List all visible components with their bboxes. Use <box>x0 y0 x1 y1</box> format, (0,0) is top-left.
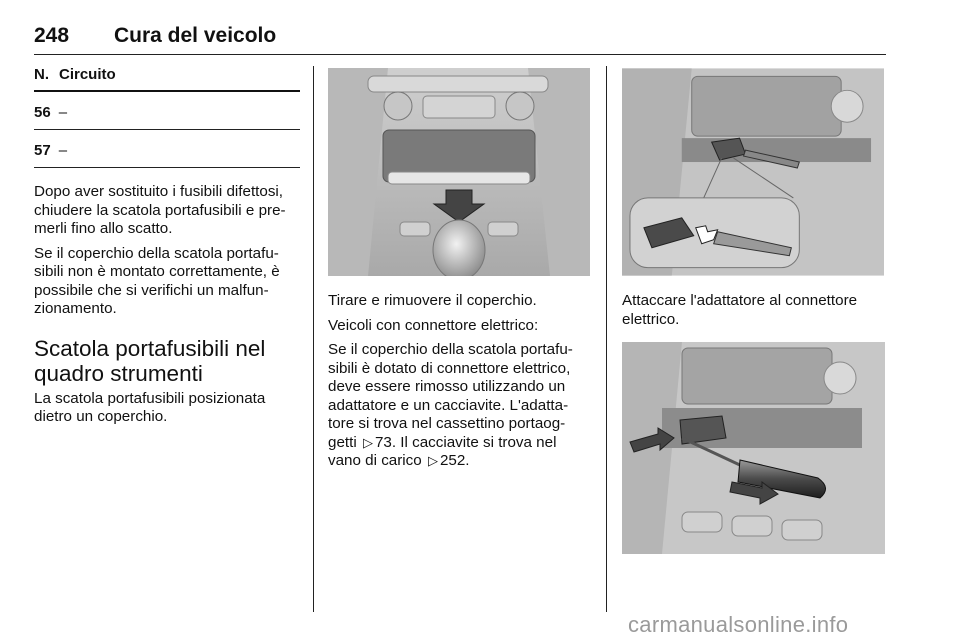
triangle-right-icon: ▷ <box>427 453 438 468</box>
column-left <box>34 66 300 433</box>
paragraph: La scatola portafusibili posizionata dietro un coperchio. <box>34 389 266 425</box>
page-reference: 73 <box>374 433 392 451</box>
fuse-table-row <box>34 130 300 168</box>
paragraph: Se il coperchio della scatola portafu-sibili non è montato correttamente, è possibile che si verifichi un malfun-zionamento. <box>34 244 280 317</box>
fuse-table-col-circuit: Circuito <box>59 66 116 83</box>
paragraph: Dopo aver sostituito i fusibili difettosi, chiudere la scatola portafusibili e pre-merli fino allo scatto. <box>34 183 286 237</box>
column-middle <box>328 68 590 477</box>
paragraph-text: . Il cacciavite si trova nel vano di carico <box>328 433 557 469</box>
column-right <box>622 68 885 554</box>
section-heading: Scatola portafusibili nel quadro strumenti <box>34 335 266 386</box>
page-header <box>34 24 886 55</box>
fuse-circuit: – <box>58 142 68 159</box>
cover-removal-illustration <box>328 68 590 276</box>
paragraph: Tirare e rimuovere il coperchio. <box>328 292 537 309</box>
screwdriver-removal-illustration <box>622 342 885 554</box>
fuse-circuit: – <box>58 104 68 121</box>
column-divider <box>313 66 314 612</box>
chapter-title: Cura del veicolo <box>114 24 277 47</box>
page-reference: 252 <box>439 452 466 469</box>
paragraph: Veicoli con connettore elettrico: <box>328 316 539 334</box>
column-divider <box>606 66 607 612</box>
fuse-code: 56 <box>34 104 51 121</box>
fuse-table-col-code: N. <box>34 66 49 83</box>
watermark: carmanualsonline.info <box>628 612 849 637</box>
triangle-right-icon: ▷ <box>362 434 373 450</box>
fuse-code: 57 <box>34 142 51 159</box>
paragraph: Attaccare l'adattatore al connettore elettrico. <box>622 292 858 328</box>
fuse-table-row <box>34 92 300 130</box>
paragraph <box>328 341 590 471</box>
paragraph-text: Se il coperchio della scatola portafu-sibili è dotato di connettore elettrico, deve essere rimosso utilizzando un adattatore e un cacciavite. L'adatta-tore si trova nel cassettino portaog-getti <box>328 341 573 451</box>
adapter-attach-illustration <box>622 68 884 276</box>
page-number: 248 <box>34 24 70 47</box>
paragraph-text: . <box>465 452 470 469</box>
fuse-table-header <box>34 66 300 92</box>
